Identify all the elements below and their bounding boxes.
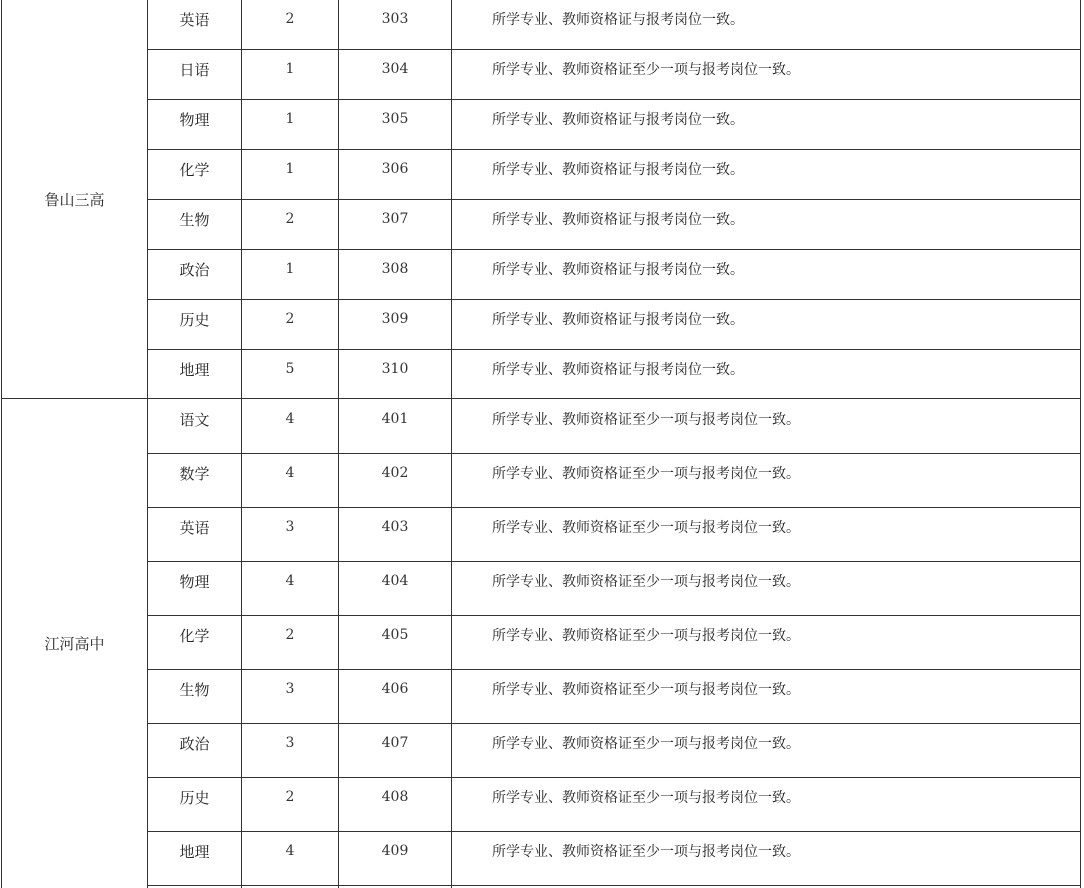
requirement-cell <box>452 718 1081 768</box>
count-cell <box>242 610 338 660</box>
code-cell <box>339 194 451 244</box>
code-text: 402 <box>381 465 409 481</box>
grid-line <box>147 299 1081 300</box>
count-cell <box>242 448 338 498</box>
grid-line <box>147 0 148 888</box>
code-cell <box>339 144 451 194</box>
count-cell <box>242 502 338 552</box>
count-cell <box>242 826 338 876</box>
requirement-cell <box>452 664 1081 714</box>
code-text: 408 <box>381 789 409 805</box>
requirement-text: 所学专业、教师资格证至少一项与报考岗位一致。 <box>492 844 800 860</box>
subject-text: 历史 <box>179 788 210 807</box>
count-cell <box>242 244 338 294</box>
count-cell <box>242 144 338 194</box>
code-text: 310 <box>381 361 409 377</box>
subject-text: 物理 <box>179 110 210 129</box>
code-cell <box>339 244 451 294</box>
requirement-cell <box>452 344 1081 394</box>
count-cell <box>242 556 338 606</box>
count-cell <box>242 294 338 344</box>
code-cell <box>339 0 451 44</box>
subject-cell <box>148 664 241 714</box>
code-text: 401 <box>381 411 409 427</box>
code-text: 304 <box>381 61 409 77</box>
requirement-text: 所学专业、教师资格证与报考岗位一致。 <box>492 262 744 278</box>
code-text: 305 <box>381 111 409 127</box>
requirement-text: 所学专业、教师资格证与报考岗位一致。 <box>492 312 744 328</box>
requirement-text: 所学专业、教师资格证至少一项与报考岗位一致。 <box>492 574 800 590</box>
subject-text: 历史 <box>179 310 210 329</box>
code-text: 403 <box>381 519 409 535</box>
requirement-cell <box>452 502 1081 552</box>
subject-cell <box>148 772 241 822</box>
requirement-text: 所学专业、教师资格证与报考岗位一致。 <box>492 212 744 228</box>
subject-cell <box>148 718 241 768</box>
count-text: 1 <box>285 61 295 77</box>
subject-text: 生物 <box>179 210 210 229</box>
grid-line <box>147 561 1081 562</box>
count-text: 3 <box>285 735 295 751</box>
grid-line <box>147 723 1081 724</box>
count-text: 5 <box>285 361 295 377</box>
code-cell <box>339 344 451 394</box>
count-cell <box>242 194 338 244</box>
grid-line <box>451 0 452 888</box>
code-text: 308 <box>381 261 409 277</box>
code-text: 409 <box>381 843 409 859</box>
count-cell <box>242 44 338 94</box>
requirement-text: 所学专业、教师资格证至少一项与报考岗位一致。 <box>492 736 800 752</box>
requirement-cell <box>452 394 1081 444</box>
count-text: 2 <box>285 311 295 327</box>
code-text: 309 <box>381 311 409 327</box>
code-text: 303 <box>381 11 409 27</box>
subject-text: 生物 <box>179 680 210 699</box>
count-text: 1 <box>285 261 295 277</box>
count-text: 1 <box>285 111 295 127</box>
count-cell <box>242 0 338 44</box>
subject-text: 英语 <box>179 10 210 29</box>
requirement-cell <box>452 826 1081 876</box>
requirement-text: 所学专业、教师资格证与报考岗位一致。 <box>492 12 744 28</box>
code-cell <box>339 448 451 498</box>
code-cell <box>339 718 451 768</box>
code-text: 407 <box>381 735 409 751</box>
count-text: 4 <box>285 573 295 589</box>
subject-text: 日语 <box>179 60 210 79</box>
subject-cell <box>148 44 241 94</box>
count-text: 2 <box>285 789 295 805</box>
requirement-cell <box>452 144 1081 194</box>
grid-line <box>147 453 1081 454</box>
subject-cell <box>148 556 241 606</box>
subject-cell <box>148 244 241 294</box>
code-text: 405 <box>381 627 409 643</box>
subject-cell <box>148 144 241 194</box>
subject-text: 地理 <box>179 360 210 379</box>
subject-text: 化学 <box>179 626 210 645</box>
code-cell <box>339 44 451 94</box>
subject-text: 地理 <box>179 842 210 861</box>
subject-cell <box>148 394 241 444</box>
requirement-cell <box>452 294 1081 344</box>
grid-line <box>338 0 339 888</box>
count-cell <box>242 394 338 444</box>
requirement-cell <box>452 244 1081 294</box>
requirement-text: 所学专业、教师资格证至少一项与报考岗位一致。 <box>492 412 800 428</box>
grid-line <box>147 777 1081 778</box>
count-cell <box>242 772 338 822</box>
subject-cell <box>148 94 241 144</box>
subject-text: 数学 <box>179 464 210 483</box>
count-text: 2 <box>285 11 295 27</box>
count-cell <box>242 94 338 144</box>
subject-cell <box>148 0 241 44</box>
grid-line <box>147 149 1081 150</box>
subject-text: 英语 <box>179 518 210 537</box>
code-cell <box>339 772 451 822</box>
code-text: 406 <box>381 681 409 697</box>
grid-line <box>147 669 1081 670</box>
subject-cell <box>148 294 241 344</box>
requirement-text: 所学专业、教师资格证至少一项与报考岗位一致。 <box>492 682 800 698</box>
subject-text: 化学 <box>179 160 210 179</box>
count-text: 3 <box>285 681 295 697</box>
code-text: 404 <box>381 573 409 589</box>
requirement-cell <box>452 772 1081 822</box>
requirement-text: 所学专业、教师资格证与报考岗位一致。 <box>492 112 744 128</box>
code-cell <box>339 502 451 552</box>
grid-line <box>147 831 1081 832</box>
grid-line <box>147 885 1081 886</box>
grid-line <box>147 615 1081 616</box>
code-cell <box>339 94 451 144</box>
code-cell <box>339 664 451 714</box>
subject-text: 物理 <box>179 572 210 591</box>
school-name: 鲁山三高 <box>44 191 105 209</box>
count-text: 2 <box>285 627 295 643</box>
requirement-text: 所学专业、教师资格证至少一项与报考岗位一致。 <box>492 520 800 536</box>
subject-cell <box>148 826 241 876</box>
grid-line <box>241 0 242 888</box>
count-text: 2 <box>285 211 295 227</box>
grid-line <box>147 249 1081 250</box>
requirement-text: 所学专业、教师资格证至少一项与报考岗位一致。 <box>492 466 800 482</box>
grid-line <box>147 99 1081 100</box>
requirement-cell <box>452 0 1081 44</box>
code-cell <box>339 556 451 606</box>
requirement-cell <box>452 448 1081 498</box>
grid-line <box>1 398 1081 399</box>
requirement-text: 所学专业、教师资格证至少一项与报考岗位一致。 <box>492 62 800 78</box>
grid-line <box>147 199 1081 200</box>
requirement-text: 所学专业、教师资格证至少一项与报考岗位一致。 <box>492 628 800 644</box>
subject-cell <box>148 502 241 552</box>
requirement-cell <box>452 610 1081 660</box>
count-text: 4 <box>285 465 295 481</box>
count-text: 3 <box>285 519 295 535</box>
grid-line <box>147 49 1081 50</box>
code-cell <box>339 394 451 444</box>
requirement-text: 所学专业、教师资格证至少一项与报考岗位一致。 <box>492 790 800 806</box>
code-cell <box>339 294 451 344</box>
subject-cell <box>148 610 241 660</box>
requirement-cell <box>452 44 1081 94</box>
school-name: 江河高中 <box>44 635 105 653</box>
code-text: 306 <box>381 161 409 177</box>
subject-text: 语文 <box>179 410 210 429</box>
requirement-cell <box>452 94 1081 144</box>
requirement-cell <box>452 194 1081 244</box>
count-text: 4 <box>285 411 295 427</box>
school-name-cell <box>2 399 147 888</box>
code-text: 307 <box>381 211 409 227</box>
subject-cell <box>148 194 241 244</box>
count-cell <box>242 664 338 714</box>
count-text: 1 <box>285 161 295 177</box>
grid-line <box>1080 0 1081 888</box>
count-cell <box>242 344 338 394</box>
subject-text: 政治 <box>179 260 210 279</box>
code-cell <box>339 610 451 660</box>
grid-line <box>147 349 1081 350</box>
school-name-cell <box>2 0 147 399</box>
requirement-cell <box>452 556 1081 606</box>
code-cell <box>339 826 451 876</box>
count-text: 4 <box>285 843 295 859</box>
subject-text: 政治 <box>179 734 210 753</box>
requirement-text: 所学专业、教师资格证与报考岗位一致。 <box>492 162 744 178</box>
subject-cell <box>148 344 241 394</box>
count-cell <box>242 718 338 768</box>
subject-cell <box>148 448 241 498</box>
grid-line <box>147 507 1081 508</box>
requirement-text: 所学专业、教师资格证与报考岗位一致。 <box>492 362 744 378</box>
grid-line <box>1 0 2 888</box>
